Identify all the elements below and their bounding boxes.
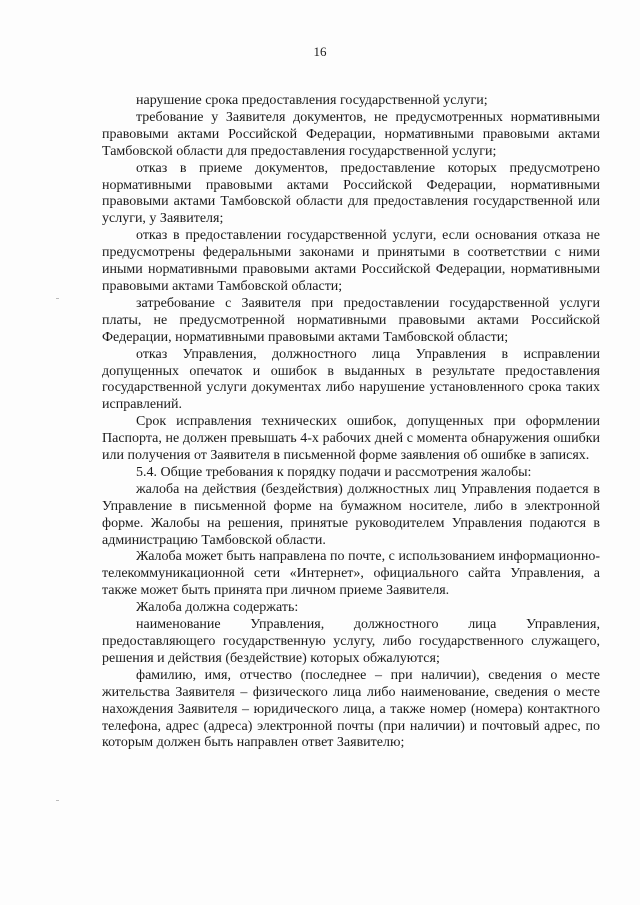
paragraph: отказ в предоставлении государственной услуги, если основания отказа не предусмотрены федеральными законами и принятыми в соответствии с ними иными нормативными правовыми актами Российской Федерации, нормативными правовыми актами Тамбовской области; <box>102 228 600 294</box>
paragraph: затребование с Заявителя при предоставлении государственной услуги платы, не предусмотренной нормативными правовыми актами Российской Федерации, нормативными правовыми актами Тамбовской области; <box>102 295 600 345</box>
paragraph: жалоба на действия (бездействия) должностных лиц Управления подается в Управление в письменной форме на бумажном носителе, либо в электронной форме. Жалобы на решения, принятые руководителем Управления подаются в администрацию Тамбовской области. <box>102 481 600 548</box>
paragraph: Жалоба может быть направлена по почте, с использованием информационно-телекоммуникационной сети «Интернет», официального сайта Управления, а также может быть принята при личном приеме Заявителя. <box>102 549 600 599</box>
paragraph: требование у Заявителя документов, не предусмотренных нормативными правовыми актами Российской Федерации, нормативными правовыми актами Тамбовской области для предоставления государственной услуги; <box>102 109 600 159</box>
paragraph: Срок исправления технических ошибок, допущенных при оформлении Паспорта, не должен превышать 4-х рабочих дней с момента обнаружения ошибки или получения от Заявителя в письменной форме заявления об ошибке в записях. <box>102 414 600 464</box>
paragraph: нарушение срока предоставления государственной услуги; <box>136 93 488 108</box>
paragraph: отказ Управления, должностного лица Управления в исправлении допущенных опечаток и ошибок в выданных в результате предоставления государственной услуги документах либо нарушение установленного срока таких исправлений. <box>102 346 600 413</box>
paragraph: фамилию, имя, отчество (последнее – при наличии), сведения о месте жительства Заявителя – физического лица либо наименование, сведения о месте нахождения Заявителя – юридического лица, а также номер (номера) контактного телефона, адрес (адреса) электронной почты (при наличии) и почтовый адрес, по которым должен быть направлен ответ Заявителю; <box>102 667 600 751</box>
paragraph: Жалоба должна содержать: <box>136 600 299 616</box>
document-body <box>102 93 600 752</box>
page-number: 16 <box>313 44 327 59</box>
margin-mark <box>56 800 59 801</box>
margin-mark <box>56 298 59 299</box>
section-heading: 5.4. Общие требования к порядку подачи и рассмотрения жалобы: <box>136 464 532 480</box>
paragraph: отказ в приеме документов, предоставление которых предусмотрено нормативными правовыми актами Российской Федерации, нормативными правовыми актами Тамбовской области для предоставления государственной или услуги, у Заявителя; <box>102 160 600 227</box>
paragraph: наименование Управления, должностного лица Управления, предоставляющего государственную услугу, либо государственного служащего, решения и действия (бездействие) которых обжалуются; <box>102 617 600 666</box>
